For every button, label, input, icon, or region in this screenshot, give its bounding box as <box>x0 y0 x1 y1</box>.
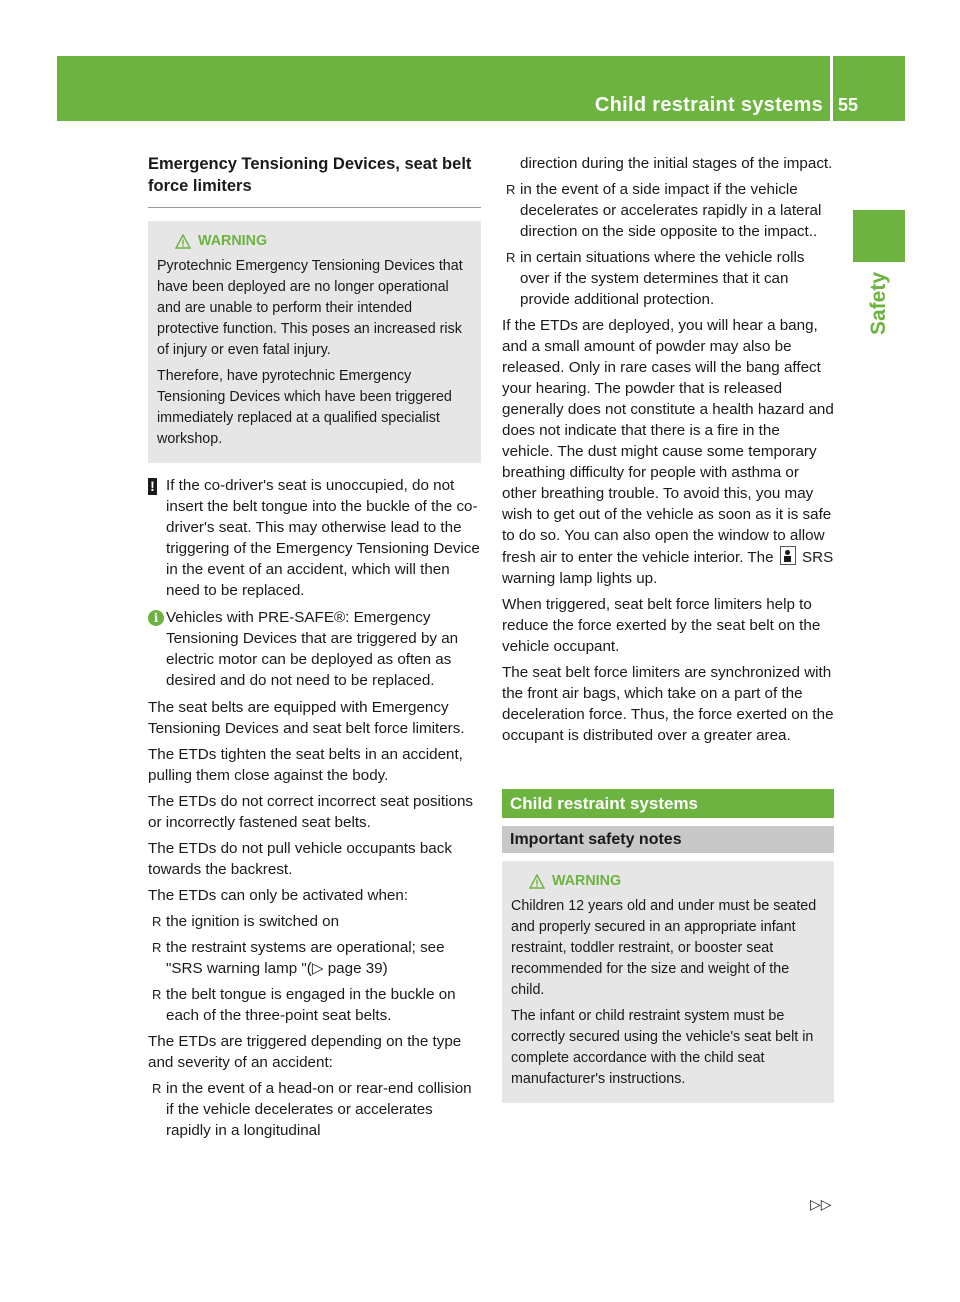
warning-triangle-icon <box>175 234 191 250</box>
right-column <box>502 153 834 1115</box>
warning-text: Therefore, have pyrotechnic Emergency Tensioning Devices which have been triggered immediately replaced at a qualified specialist workshop. <box>157 368 452 447</box>
caution-note <box>148 475 481 601</box>
list-item: R the belt tongue is engaged in the buckle on each of the three-point seat belts. <box>148 984 481 1026</box>
paragraph <box>502 315 834 589</box>
info-note-text: Vehicles with PRE-SAFE®: Emergency Tensioning Devices that are triggered by an electric motor can be deployed as often as desired and do not need to be replaced. <box>166 609 459 689</box>
list-item-text: the restraint systems are operational; see "SRS warning lamp "(▷ page 39) <box>166 939 445 977</box>
list-item: R in the event of a side impact if the vehicle decelerates or accelerates rapidly in a lateral direction on the side opposite to the impact.. <box>502 179 834 242</box>
warning-title <box>157 231 473 252</box>
paragraph: When triggered, seat belt force limiters help to reduce the force exerted by the seat belt on the vehicle occupant. <box>502 596 821 655</box>
running-header-title: Child restraint systems <box>594 94 823 116</box>
paragraph: The ETDs can only be activated when: <box>148 887 409 904</box>
trigger-conditions-list <box>148 1078 481 1141</box>
paragraph: The ETDs do not pull vehicle occupants back towards the backrest. <box>148 840 452 878</box>
left-column <box>148 153 481 1146</box>
spacer <box>502 751 834 789</box>
paragraph: The ETDs tighten the seat belts in an accident, pulling them close against the body. <box>148 746 463 784</box>
section-heading-child-restraint: Child restraint systems <box>502 789 834 818</box>
page-number: 55 <box>838 95 859 115</box>
list-item-continuation: direction during the initial stages of the impact. <box>520 155 833 172</box>
warning-box-etd <box>148 221 481 463</box>
paragraph-text: SRS warning lamp lights up. <box>502 549 834 587</box>
info-icon: i <box>148 610 164 626</box>
warning-triangle-icon <box>529 874 545 890</box>
side-tab-label: Safety <box>867 272 890 336</box>
warning-text: The infant or child restraint system must be correctly secured using the vehicle's seat belt in complete accordance with the child seat manufacturer's instructions. <box>511 1008 814 1087</box>
srs-warning-lamp-icon <box>780 546 796 565</box>
section-heading-etd: Emergency Tensioning Devices, seat belt force limiters <box>148 155 472 195</box>
side-tab-block <box>853 210 905 262</box>
warning-title-text: WARNING <box>552 873 622 889</box>
caution-note-text: If the co-driver's seat is unoccupied, do not insert the belt tongue into the buckle of the co-driver's seat. This may otherwise lead to the triggering of the Emergency Tensioning Device in the event of an accident, which will then need to be replaced. <box>166 477 480 599</box>
list-item <box>148 937 481 979</box>
paragraph: The ETDs are triggered depending on the type and severity of an accident: <box>148 1033 462 1071</box>
info-note <box>148 607 481 691</box>
warning-text: Children 12 years old and under must be seated and properly secured in an appropriate infant restraint, toddler restraint, or booster seat recommended for the size and weight of the child. <box>511 898 817 998</box>
exclamation-icon: ! <box>148 478 157 495</box>
header-divider <box>830 56 833 121</box>
warning-box-children <box>502 861 834 1103</box>
warning-title-text: WARNING <box>198 233 268 249</box>
paragraph: The seat belts are equipped with Emergency Tensioning Devices and seat belt force limiters. <box>148 699 465 737</box>
paragraph: The ETDs do not correct incorrect seat positions or incorrectly fastened seat belts. <box>148 793 473 831</box>
heading-rule <box>148 207 481 208</box>
warning-text: Pyrotechnic Emergency Tensioning Devices that have been deployed are no longer operational and are unable to perform their intended protective function. This poses an increased risk of injury or even fatal injury. <box>157 258 463 358</box>
trigger-conditions-list-cont <box>502 179 834 310</box>
list-item: R the ignition is switched on <box>148 911 481 932</box>
list-item: R in certain situations where the vehicle rolls over if the system determines that it can provide additional protection. <box>502 247 834 310</box>
warning-title <box>511 871 826 892</box>
continue-arrow-icon: ▷▷ <box>810 1196 832 1212</box>
list-item: R in the event of a head-on or rear-end collision if the vehicle decelerates or accelerates rapidly in a longitudinal <box>148 1078 481 1141</box>
paragraph: The seat belt force limiters are synchronized with the front air bags, which take on a part of the deceleration force. Thus, the force exerted on the occupant is distributed over a greater area. <box>502 664 834 744</box>
paragraph-text: If the ETDs are deployed, you will hear a bang, and a small amount of powder may also be released. Only in rare cases will the bang affect your hearing. The powder that is released generally does not constitute a health hazard and does not indicate that there is a fire in the vehicle. The dust might cause some temporary breathing difficulty for people with asthma or other breathing trouble. To avoid this, you may wish to get out of the vehicle as soon as it is safe to do so. You can also open the window to allow fresh air to enter the vehicle interior. The <box>502 317 834 566</box>
activation-conditions-list <box>148 911 481 1026</box>
subsection-heading-safety-notes: Important safety notes <box>502 826 834 853</box>
